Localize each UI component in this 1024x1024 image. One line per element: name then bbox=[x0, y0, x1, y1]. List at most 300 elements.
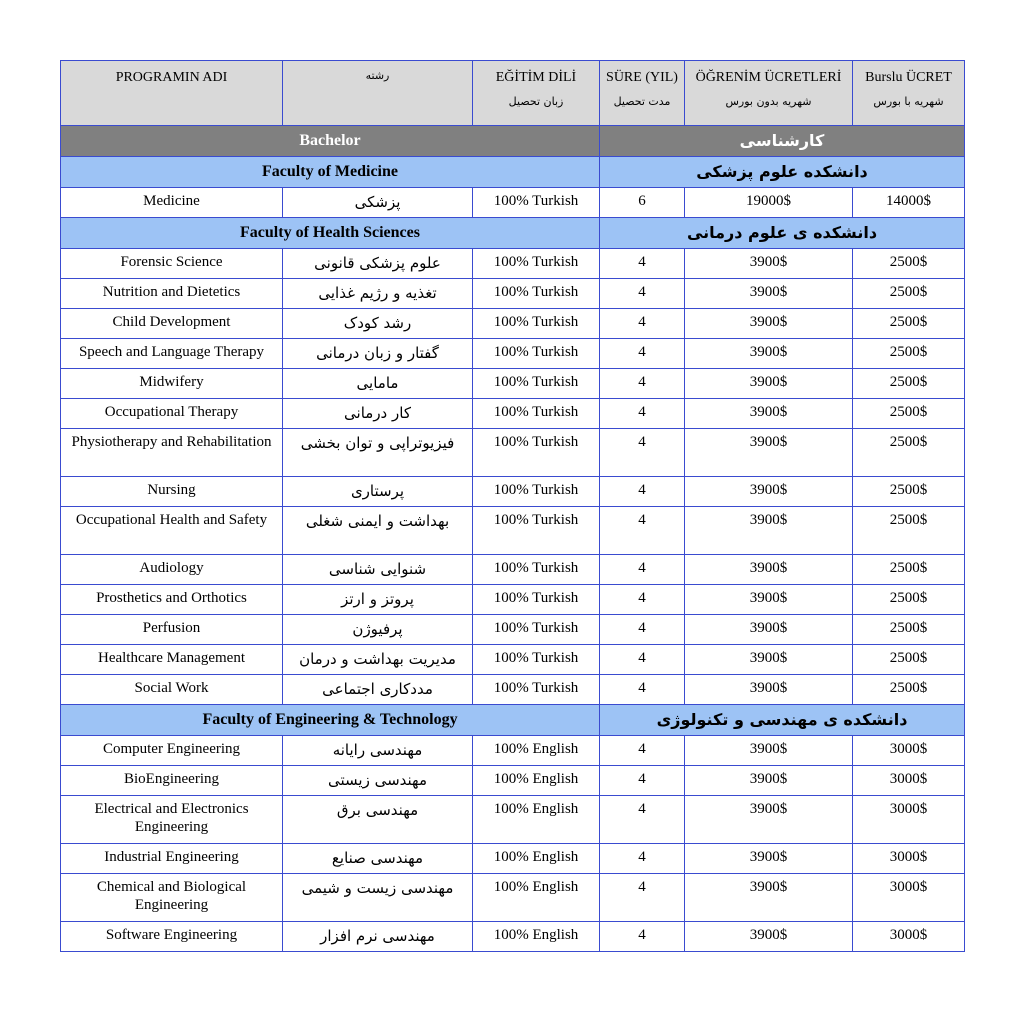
program-scholarship-fee-cell bbox=[853, 555, 965, 585]
program-language-cell bbox=[473, 399, 600, 429]
program-name-en: BioEngineering bbox=[124, 771, 219, 787]
program-name-en-cell bbox=[61, 309, 283, 339]
program-scholarship-fee-cell bbox=[853, 399, 965, 429]
program-tuition-fee: 3900$ bbox=[749, 404, 788, 420]
program-language: 100% Turkish bbox=[493, 590, 579, 606]
program-scholarship-fee: 3000$ bbox=[889, 879, 928, 895]
program-row bbox=[61, 555, 965, 585]
program-duration-cell bbox=[600, 507, 685, 555]
program-language-cell bbox=[473, 766, 600, 796]
program-duration-cell bbox=[600, 477, 685, 507]
program-language-cell bbox=[473, 429, 600, 477]
program-language-cell bbox=[473, 279, 600, 309]
program-tuition-fee-cell bbox=[685, 309, 853, 339]
program-name-fa: مهندسی رایانه bbox=[332, 741, 423, 759]
program-name-en: Audiology bbox=[139, 560, 204, 576]
program-language: 100% Turkish bbox=[493, 254, 579, 270]
program-language-cell bbox=[473, 555, 600, 585]
program-scholarship-fee: 2500$ bbox=[889, 284, 928, 300]
program-name-fa-cell bbox=[283, 279, 473, 309]
program-name-fa-cell bbox=[283, 507, 473, 555]
program-language: 100% English bbox=[493, 801, 579, 817]
header-tuition-fa-label: شهریه بدون بورس bbox=[725, 95, 812, 108]
program-tuition-fee-cell bbox=[685, 477, 853, 507]
program-tuition-fee: 3900$ bbox=[749, 254, 788, 270]
program-row bbox=[61, 645, 965, 675]
program-language-cell bbox=[473, 339, 600, 369]
program-language: 100% Turkish bbox=[493, 482, 579, 498]
program-tuition-fee-cell bbox=[685, 507, 853, 555]
level-label-fa: کارشناسی bbox=[600, 126, 965, 157]
program-scholarship-fee: 14000$ bbox=[886, 193, 931, 209]
program-tuition-fee-cell bbox=[685, 615, 853, 645]
program-name-en-cell bbox=[61, 429, 283, 477]
program-tuition-fee-cell bbox=[685, 766, 853, 796]
header-language-label: EĞİTİM DİLİ bbox=[495, 70, 577, 85]
program-name-fa: بهداشت و ایمنی شغلی bbox=[305, 512, 450, 530]
program-duration-cell bbox=[600, 675, 685, 705]
program-duration: 4 bbox=[638, 771, 646, 787]
program-language: 100% Turkish bbox=[493, 284, 579, 300]
header-row bbox=[61, 61, 965, 126]
program-duration: 4 bbox=[638, 314, 646, 330]
program-language: 100% Turkish bbox=[493, 314, 579, 330]
program-duration-cell bbox=[600, 399, 685, 429]
header-duration-label: SÜRE (YIL) bbox=[606, 70, 678, 85]
program-tuition-fee: 3900$ bbox=[749, 650, 788, 666]
program-scholarship-fee-cell bbox=[853, 766, 965, 796]
program-scholarship-fee-cell bbox=[853, 309, 965, 339]
program-tuition-fee: 3900$ bbox=[749, 284, 788, 300]
program-name-en-cell bbox=[61, 922, 283, 952]
header-program-name-label: PROGRAMIN ADI bbox=[115, 70, 228, 85]
program-row bbox=[61, 675, 965, 705]
program-duration: 4 bbox=[638, 849, 646, 865]
program-row bbox=[61, 615, 965, 645]
program-name-fa-cell bbox=[283, 874, 473, 922]
program-tuition-fee: 3900$ bbox=[749, 482, 788, 498]
program-name-fa: مهندسی صنایع bbox=[331, 849, 424, 867]
program-scholarship-fee-cell bbox=[853, 429, 965, 477]
program-row bbox=[61, 766, 965, 796]
header-tuition bbox=[685, 61, 853, 126]
program-duration: 4 bbox=[638, 434, 646, 450]
program-duration: 4 bbox=[638, 512, 646, 528]
program-duration-cell bbox=[600, 736, 685, 766]
program-name-en-cell bbox=[61, 507, 283, 555]
program-duration: 4 bbox=[638, 254, 646, 270]
program-row bbox=[61, 844, 965, 874]
program-duration: 4 bbox=[638, 680, 646, 696]
program-name-fa-cell bbox=[283, 796, 473, 844]
program-duration: 4 bbox=[638, 620, 646, 636]
program-name-fa-cell bbox=[283, 766, 473, 796]
program-scholarship-fee-cell bbox=[853, 507, 965, 555]
program-name-en: Nursing bbox=[147, 482, 196, 498]
program-tuition-fee: 3900$ bbox=[749, 512, 788, 528]
header-program-name bbox=[61, 61, 283, 126]
program-scholarship-fee: 2500$ bbox=[889, 404, 928, 420]
program-row bbox=[61, 339, 965, 369]
faculty-name-fa: دانشکده ی علوم درمانی bbox=[600, 218, 965, 249]
program-row bbox=[61, 369, 965, 399]
faculty-name-en: Faculty of Medicine bbox=[61, 157, 600, 188]
program-scholarship-fee: 2500$ bbox=[889, 512, 928, 528]
program-name-en-cell bbox=[61, 555, 283, 585]
program-language-cell bbox=[473, 369, 600, 399]
program-name-en: Software Engineering bbox=[105, 927, 238, 943]
faculty-header-row bbox=[61, 705, 965, 736]
program-scholarship-fee: 2500$ bbox=[889, 680, 928, 696]
program-tuition-fee: 3900$ bbox=[749, 590, 788, 606]
program-name-fa-cell bbox=[283, 645, 473, 675]
program-name-fa: شنوایی شناسی bbox=[328, 560, 427, 578]
program-name-en: Speech and Language Therapy bbox=[78, 344, 265, 360]
program-duration: 4 bbox=[638, 650, 646, 666]
program-scholarship-fee: 3000$ bbox=[889, 927, 928, 943]
program-language-cell bbox=[473, 249, 600, 279]
program-tuition-fee-cell bbox=[685, 399, 853, 429]
program-name-fa: پروتز و ارتز bbox=[341, 590, 414, 608]
faculty-name-en: Faculty of Health Sciences bbox=[61, 218, 600, 249]
program-name-en-cell bbox=[61, 766, 283, 796]
header-scholarship-fa-label: شهریه با بورس bbox=[873, 95, 944, 108]
table-body bbox=[61, 61, 965, 952]
program-scholarship-fee-cell bbox=[853, 339, 965, 369]
program-row bbox=[61, 874, 965, 922]
program-language: 100% Turkish bbox=[493, 560, 579, 576]
program-name-fa: مهندسی زیست و شیمی bbox=[301, 879, 454, 897]
program-duration: 4 bbox=[638, 801, 646, 817]
program-row bbox=[61, 188, 965, 218]
program-duration-cell bbox=[600, 339, 685, 369]
program-tuition-fee: 3900$ bbox=[749, 620, 788, 636]
program-name-fa: علوم پزشکی قانونی bbox=[314, 254, 441, 272]
program-language: 100% Turkish bbox=[493, 680, 579, 696]
program-language: 100% Turkish bbox=[493, 374, 579, 390]
program-name-en: Perfusion bbox=[142, 620, 201, 636]
program-name-fa-cell bbox=[283, 922, 473, 952]
program-tuition-fee-cell bbox=[685, 675, 853, 705]
program-tuition-fee-cell bbox=[685, 844, 853, 874]
program-name-fa: مامایی bbox=[356, 374, 399, 392]
program-name-fa-cell bbox=[283, 585, 473, 615]
program-row bbox=[61, 399, 965, 429]
header-tuition-label: ÖĞRENİM ÜCRETLERİ bbox=[695, 70, 842, 85]
program-duration: 4 bbox=[638, 879, 646, 895]
program-tuition-fee: 3900$ bbox=[749, 374, 788, 390]
program-tuition-fee: 3900$ bbox=[749, 680, 788, 696]
program-tuition-fee: 3900$ bbox=[749, 344, 788, 360]
program-name-en-cell bbox=[61, 477, 283, 507]
program-name-en-cell bbox=[61, 615, 283, 645]
program-name-en-cell bbox=[61, 369, 283, 399]
program-tuition-fee-cell bbox=[685, 555, 853, 585]
program-name-en-cell bbox=[61, 585, 283, 615]
program-name-fa: رشد کودک bbox=[343, 314, 412, 332]
header-duration bbox=[600, 61, 685, 126]
program-name-en: Occupational Health and Safety bbox=[75, 512, 268, 528]
program-name-fa-cell bbox=[283, 339, 473, 369]
program-scholarship-fee: 2500$ bbox=[889, 620, 928, 636]
program-duration-cell bbox=[600, 369, 685, 399]
program-tuition-fee: 3900$ bbox=[749, 314, 788, 330]
faculty-header-row bbox=[61, 157, 965, 188]
program-scholarship-fee-cell bbox=[853, 874, 965, 922]
header-scholarship bbox=[853, 61, 965, 126]
program-scholarship-fee: 2500$ bbox=[889, 254, 928, 270]
program-name-en: Occupational Therapy bbox=[104, 404, 239, 420]
program-duration: 4 bbox=[638, 344, 646, 360]
program-row bbox=[61, 477, 965, 507]
program-duration: 4 bbox=[638, 590, 646, 606]
program-tuition-fee-cell bbox=[685, 585, 853, 615]
program-language: 100% English bbox=[493, 849, 579, 865]
program-row bbox=[61, 507, 965, 555]
program-name-fa: گفتار و زبان درمانی bbox=[316, 344, 439, 362]
program-duration-cell bbox=[600, 555, 685, 585]
program-row bbox=[61, 309, 965, 339]
program-tuition-fee: 3900$ bbox=[749, 927, 788, 943]
program-name-fa-cell bbox=[283, 844, 473, 874]
program-duration: 4 bbox=[638, 482, 646, 498]
program-tuition-fee-cell bbox=[685, 874, 853, 922]
program-duration-cell bbox=[600, 429, 685, 477]
program-name-en-cell bbox=[61, 279, 283, 309]
program-scholarship-fee: 3000$ bbox=[889, 771, 928, 787]
program-language-cell bbox=[473, 922, 600, 952]
program-name-en: Medicine bbox=[143, 193, 200, 209]
faculty-header-row bbox=[61, 218, 965, 249]
program-name-fa-cell bbox=[283, 369, 473, 399]
program-scholarship-fee-cell bbox=[853, 369, 965, 399]
program-scholarship-fee: 2500$ bbox=[889, 314, 928, 330]
program-row bbox=[61, 279, 965, 309]
program-scholarship-fee-cell bbox=[853, 796, 965, 844]
program-name-en: Forensic Science bbox=[120, 254, 223, 270]
program-tuition-fee-cell bbox=[685, 796, 853, 844]
program-tuition-fee: 3900$ bbox=[749, 801, 788, 817]
header-duration-fa-label: مدت تحصیل bbox=[613, 95, 671, 108]
program-language-cell bbox=[473, 309, 600, 339]
program-scholarship-fee: 2500$ bbox=[889, 560, 928, 576]
program-language: 100% English bbox=[493, 927, 579, 943]
program-scholarship-fee-cell bbox=[853, 585, 965, 615]
program-scholarship-fee-cell bbox=[853, 645, 965, 675]
program-name-fa: مهندسی برق bbox=[336, 801, 419, 819]
program-tuition-fee: 3900$ bbox=[749, 434, 788, 450]
program-name-fa: مهندسی زیستی bbox=[327, 771, 428, 789]
program-name-en-cell bbox=[61, 249, 283, 279]
program-name-fa: پزشکی bbox=[354, 193, 401, 211]
program-name-en-cell bbox=[61, 399, 283, 429]
program-duration-cell bbox=[600, 615, 685, 645]
program-name-en-cell bbox=[61, 844, 283, 874]
program-name-fa: تغذیه و رژیم غذایی bbox=[318, 284, 437, 302]
program-tuition-fee-cell bbox=[685, 736, 853, 766]
program-language-cell bbox=[473, 585, 600, 615]
program-duration-cell bbox=[600, 874, 685, 922]
program-language: 100% Turkish bbox=[493, 344, 579, 360]
program-duration: 4 bbox=[638, 374, 646, 390]
program-tuition-fee-cell bbox=[685, 188, 853, 218]
program-name-fa-cell bbox=[283, 615, 473, 645]
program-name-fa-cell bbox=[283, 188, 473, 218]
program-tuition-fee: 3900$ bbox=[749, 560, 788, 576]
program-scholarship-fee-cell bbox=[853, 279, 965, 309]
program-name-en-cell bbox=[61, 645, 283, 675]
program-tuition-fee: 3900$ bbox=[749, 879, 788, 895]
faculty-name-en: Faculty of Engineering & Technology bbox=[61, 705, 600, 736]
faculty-name-fa: دانشکده علوم پزشکی bbox=[600, 157, 965, 188]
program-name-en: Social Work bbox=[134, 680, 209, 696]
program-language: 100% Turkish bbox=[493, 434, 579, 450]
program-name-en: Chemical and Biological Engineering bbox=[96, 879, 247, 913]
program-scholarship-fee: 2500$ bbox=[889, 344, 928, 360]
program-language-cell bbox=[473, 507, 600, 555]
program-duration-cell bbox=[600, 844, 685, 874]
header-scholarship-label: Burslu ÜCRET bbox=[865, 70, 952, 85]
program-name-en-cell bbox=[61, 736, 283, 766]
program-scholarship-fee: 2500$ bbox=[889, 650, 928, 666]
program-duration-cell bbox=[600, 796, 685, 844]
program-language-cell bbox=[473, 796, 600, 844]
program-language-cell bbox=[473, 645, 600, 675]
program-scholarship-fee: 3000$ bbox=[889, 741, 928, 757]
program-tuition-fee-cell bbox=[685, 279, 853, 309]
program-name-en-cell bbox=[61, 796, 283, 844]
program-tuition-fee: 19000$ bbox=[746, 193, 791, 209]
program-language-cell bbox=[473, 477, 600, 507]
program-name-fa-cell bbox=[283, 249, 473, 279]
program-name-en: Industrial Engineering bbox=[104, 849, 239, 865]
program-duration: 4 bbox=[638, 741, 646, 757]
program-scholarship-fee: 2500$ bbox=[889, 482, 928, 498]
program-tuition-fee: 3900$ bbox=[749, 771, 788, 787]
program-name-fa: پرفیوژن bbox=[352, 620, 403, 638]
program-row bbox=[61, 249, 965, 279]
header-language-fa-label: زبان تحصیل bbox=[508, 95, 564, 108]
faculty-name-fa: دانشکده ی مهندسی و تکنولوژی bbox=[600, 705, 965, 736]
program-tuition-fee-cell bbox=[685, 922, 853, 952]
program-duration: 4 bbox=[638, 404, 646, 420]
program-duration-cell bbox=[600, 188, 685, 218]
program-language-cell bbox=[473, 188, 600, 218]
program-name-en: Midwifery bbox=[139, 374, 204, 390]
program-tuition-fee-cell bbox=[685, 645, 853, 675]
program-name-en-cell bbox=[61, 339, 283, 369]
program-language-cell bbox=[473, 736, 600, 766]
program-duration: 4 bbox=[638, 927, 646, 943]
program-name-fa-cell bbox=[283, 736, 473, 766]
program-scholarship-fee-cell bbox=[853, 188, 965, 218]
program-language: 100% English bbox=[493, 879, 579, 895]
program-row bbox=[61, 796, 965, 844]
program-name-fa-cell bbox=[283, 399, 473, 429]
program-scholarship-fee-cell bbox=[853, 844, 965, 874]
program-language: 100% Turkish bbox=[493, 193, 579, 209]
program-tuition-fee-cell bbox=[685, 249, 853, 279]
program-tuition-fee: 3900$ bbox=[749, 741, 788, 757]
program-language-cell bbox=[473, 615, 600, 645]
program-name-fa: فیزیوتراپی و توان بخشی bbox=[300, 434, 455, 452]
program-name-en: Nutrition and Dietetics bbox=[102, 284, 241, 300]
program-name-en: Child Development bbox=[112, 314, 231, 330]
program-language: 100% English bbox=[493, 741, 579, 757]
program-tuition-fee-cell bbox=[685, 339, 853, 369]
program-duration-cell bbox=[600, 922, 685, 952]
program-language: 100% Turkish bbox=[493, 650, 579, 666]
program-name-fa: مددکاری اجتماعی bbox=[322, 680, 433, 698]
program-scholarship-fee: 2500$ bbox=[889, 434, 928, 450]
program-tuition-fee-cell bbox=[685, 429, 853, 477]
program-name-en-cell bbox=[61, 874, 283, 922]
program-name-fa: مدیریت بهداشت و درمان bbox=[299, 650, 456, 668]
program-scholarship-fee-cell bbox=[853, 615, 965, 645]
program-row bbox=[61, 736, 965, 766]
program-tuition-fee-cell bbox=[685, 369, 853, 399]
program-name-fa: مهندسی نرم افزار bbox=[320, 927, 435, 945]
level-label-en: Bachelor bbox=[61, 126, 600, 157]
program-row bbox=[61, 922, 965, 952]
program-name-fa-cell bbox=[283, 675, 473, 705]
program-scholarship-fee-cell bbox=[853, 922, 965, 952]
program-duration: 6 bbox=[638, 193, 646, 209]
program-duration-cell bbox=[600, 279, 685, 309]
program-name-fa-cell bbox=[283, 477, 473, 507]
program-name-en: Healthcare Management bbox=[97, 650, 245, 666]
program-name-fa-cell bbox=[283, 555, 473, 585]
program-scholarship-fee-cell bbox=[853, 477, 965, 507]
program-language: 100% Turkish bbox=[493, 404, 579, 420]
program-scholarship-fee-cell bbox=[853, 249, 965, 279]
program-scholarship-fee: 3000$ bbox=[889, 801, 928, 817]
header-language bbox=[473, 61, 600, 126]
program-scholarship-fee: 2500$ bbox=[889, 590, 928, 606]
program-row bbox=[61, 585, 965, 615]
program-name-fa: پرستاری bbox=[350, 482, 405, 500]
program-name-fa: کار درمانی bbox=[344, 404, 411, 422]
program-language-cell bbox=[473, 675, 600, 705]
program-duration-cell bbox=[600, 766, 685, 796]
program-scholarship-fee-cell bbox=[853, 675, 965, 705]
program-name-en: Electrical and Electronics Engineering bbox=[94, 801, 249, 835]
program-name-en-cell bbox=[61, 188, 283, 218]
level-row bbox=[61, 126, 965, 157]
program-scholarship-fee-cell bbox=[853, 736, 965, 766]
program-duration-cell bbox=[600, 249, 685, 279]
program-language-cell bbox=[473, 844, 600, 874]
program-scholarship-fee: 2500$ bbox=[889, 374, 928, 390]
program-duration-cell bbox=[600, 309, 685, 339]
program-name-fa-cell bbox=[283, 429, 473, 477]
header-field-fa-label: رشته bbox=[365, 69, 390, 82]
program-name-en: Physiotherapy and Rehabilitation bbox=[71, 434, 272, 450]
program-language: 100% English bbox=[493, 771, 579, 787]
tuition-fee-table bbox=[60, 60, 965, 952]
program-duration-cell bbox=[600, 645, 685, 675]
program-duration: 4 bbox=[638, 284, 646, 300]
program-name-en: Prosthetics and Orthotics bbox=[96, 590, 247, 606]
program-duration: 4 bbox=[638, 560, 646, 576]
program-name-fa-cell bbox=[283, 309, 473, 339]
program-name-en-cell bbox=[61, 675, 283, 705]
program-duration-cell bbox=[600, 585, 685, 615]
program-language: 100% Turkish bbox=[493, 620, 579, 636]
program-scholarship-fee: 3000$ bbox=[889, 849, 928, 865]
program-tuition-fee: 3900$ bbox=[749, 849, 788, 865]
program-row bbox=[61, 429, 965, 477]
